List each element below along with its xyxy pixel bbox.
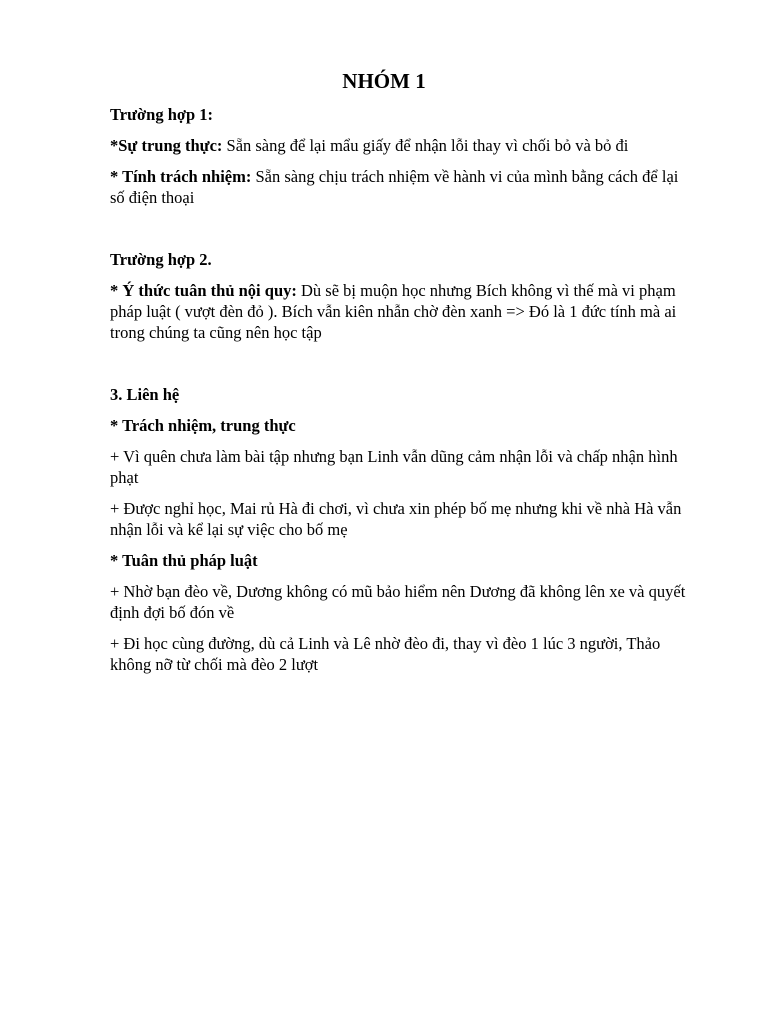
case1-paragraph-responsibility xyxy=(110,166,696,208)
case1-text-honesty: Sẵn sàng để lại mẩu giấy để nhận lỗi thay vì chối bỏ và bỏ đi xyxy=(222,136,629,155)
case1-label-responsibility: * Tính trách nhiệm: xyxy=(110,167,252,186)
section3-subheading-law: * Tuân thủ pháp luật xyxy=(110,551,258,570)
case2-label-compliance: * Ý thức tuân thủ nội quy: xyxy=(110,281,297,300)
list-item: + Vì quên chưa làm bài tập nhưng bạn Linh vẫn dũng cảm nhận lỗi và chấp nhận hình phạt xyxy=(110,447,678,487)
list-item: + Đi học cùng đường, dù cả Linh và Lê nhờ đèo đi, thay vì đèo 1 lúc 3 người, Thảo không nỡ từ chối mà đèo 2 lượt xyxy=(110,634,661,674)
case2-heading: Trường hợp 2. xyxy=(110,250,212,269)
case1-heading: Trường hợp 1: xyxy=(110,105,214,124)
document-title: NHÓM 1 xyxy=(342,69,426,93)
spacer xyxy=(110,218,696,249)
list-item: + Được nghỉ học, Mai rủ Hà đi chơi, vì chưa xin phép bố mẹ nhưng khi về nhà Hà vẫn nhận lỗi và kể lại sự việc cho bố mẹ xyxy=(110,499,682,539)
case2-text-compliance: Dù sẽ bị muộn học nhưng Bích không vì thế mà vi phạm pháp luật ( vượt đèn đỏ ). Bích vẫn kiên nhẫn chờ đèn xanh => Đó là 1 đức tính mà ai trong chúng ta cũng nên học tập xyxy=(110,281,677,342)
section3-subheading-responsibility: * Trách nhiệm, trung thực xyxy=(110,416,296,435)
case1-paragraph-honesty xyxy=(110,135,696,156)
spacer xyxy=(110,353,696,384)
case1-text-responsibility: Sẵn sàng chịu trách nhiệm về hành vi của mình bằng cách để lại số điện thoại xyxy=(110,167,679,207)
list-item: + Nhờ bạn đèo về, Dương không có mũ bảo hiểm nên Dương đã không lên xe và quyết định đợi bố đón về xyxy=(110,582,686,622)
section3-heading: 3. Liên hệ xyxy=(110,385,180,404)
case1-label-honesty: *Sự trung thực: xyxy=(110,136,223,155)
case2-paragraph-compliance xyxy=(110,280,696,343)
